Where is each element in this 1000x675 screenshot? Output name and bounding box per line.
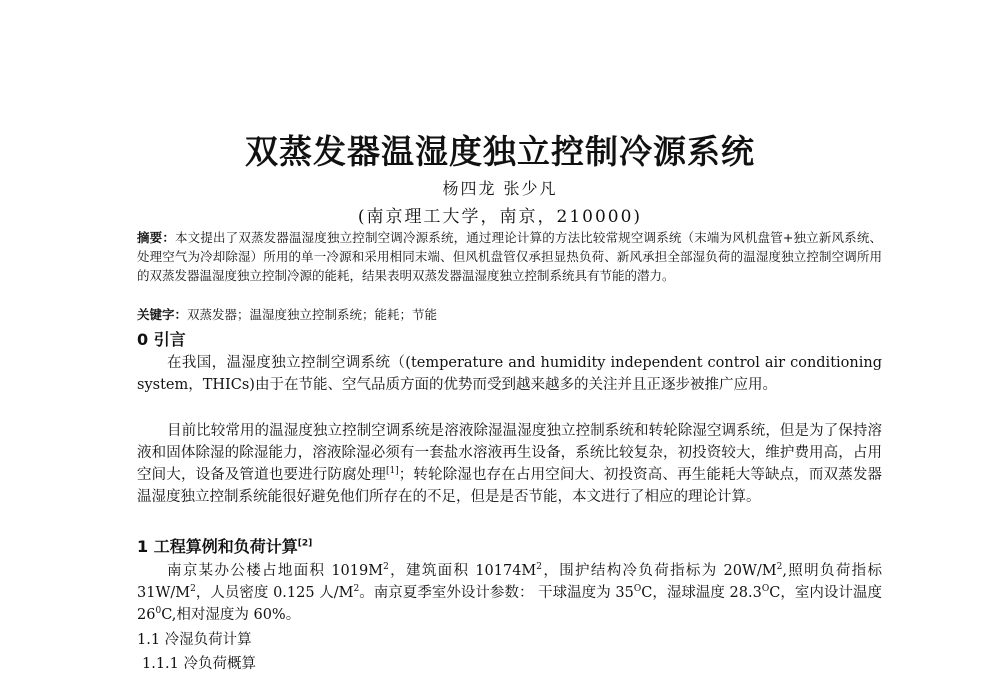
paragraph-text: C，湿球温度 28.3	[641, 585, 762, 601]
section-heading-1	[137, 534, 312, 557]
paragraph-text: 。南京夏季室外设计参数： 干球温度为 35	[359, 585, 634, 601]
intro-paragraph-1: 在我国，温湿度独立控制空调系统（(temperature and humidity independent control air conditioning system，THICs)由于在节能、空气品质方面的优势而受到越来越多的关注并且正逐步被推广应用。	[137, 355, 882, 393]
section-heading-intro: 0 引言	[137, 330, 186, 349]
paragraph-text: 目前比较常用的温湿度独立控制空调系统是溶液除湿温湿度独立控制系统和转轮除湿空调系统，但是为了保持溶液和固体除湿的除湿能力，溶液除湿必须有一套盐水溶液再生设备，系统比较复杂，初投资较大，维护费用高，占用空间大，设备及管道也要进行防腐处理	[137, 423, 882, 483]
keywords-block	[137, 305, 882, 324]
paragraph-text: ；转轮除湿也存在占用空间大、初投资高、再生能耗大等缺点，而双蒸发器温湿度独立控制系统能很好避免他们所存在的不足，但是是否节能，本文进行了相应的理论计算。	[137, 467, 882, 505]
abstract-label: 摘要：	[137, 230, 175, 245]
paragraph-text: C，室内设计温度 26	[137, 585, 882, 623]
author-line: 杨四龙 张少凡	[442, 179, 558, 198]
citation-ref: [1]	[386, 466, 399, 477]
section-heading-text: 1 工程算例和负荷计算	[137, 537, 298, 556]
section1-paragraph	[137, 560, 882, 626]
superscript: O	[633, 584, 642, 595]
superscript: 2	[536, 562, 543, 573]
superscript: 2	[776, 562, 783, 573]
paragraph-text: ，建筑面积 10174M	[388, 563, 537, 579]
superscript: O	[761, 584, 770, 595]
keywords-label: 关键字：	[137, 307, 188, 322]
paragraph-text: C,相对湿度为 60%。	[161, 607, 301, 623]
abstract-block	[137, 228, 882, 285]
superscript: 2	[353, 584, 360, 595]
paragraph-text: ，人员密度 0.125 人/M	[195, 585, 354, 601]
keywords-text: 双蒸发器；温湿度独立控制系统；能耗；节能	[187, 307, 438, 322]
superscript: 2	[383, 562, 389, 573]
paper-title: 双蒸发器温湿度独立控制冷源系统	[245, 132, 755, 171]
subsection-heading-1-1: 1.1 冷湿负荷计算	[137, 632, 252, 648]
paragraph-text: ,照明负荷指标 31W/M	[137, 563, 883, 601]
subsection-heading-1-1-1: 1.1.1 冷负荷概算	[142, 656, 257, 672]
abstract-text: 本文提出了双蒸发器温湿度独立控制空调冷源系统，通过理论计算的方法比较常规空调系统（末端为风机盘管+独立新风系统、处理空气为冷却除湿）所用的单一冷源和采用相同末端、但风机盘管仅承担显热负荷、新风承担全部湿负荷的温湿度独立控制空调所用的双蒸发器温湿度独立控制冷源的能耗，结果表明双蒸发器温湿度独立控制系统具有节能的潜力。	[137, 230, 882, 283]
affiliation-line: (南京理工大学，南京，210000)	[357, 207, 643, 227]
superscript: 2	[190, 584, 196, 595]
paragraph-text: ，围护结构冷负荷指标为 20W/M	[542, 563, 777, 579]
superscript: 0	[155, 606, 162, 617]
paragraph-text: 南京某办公楼占地面积 1019M	[167, 563, 384, 579]
intro-paragraph-2	[137, 420, 882, 508]
citation-ref: [2]	[297, 538, 313, 549]
